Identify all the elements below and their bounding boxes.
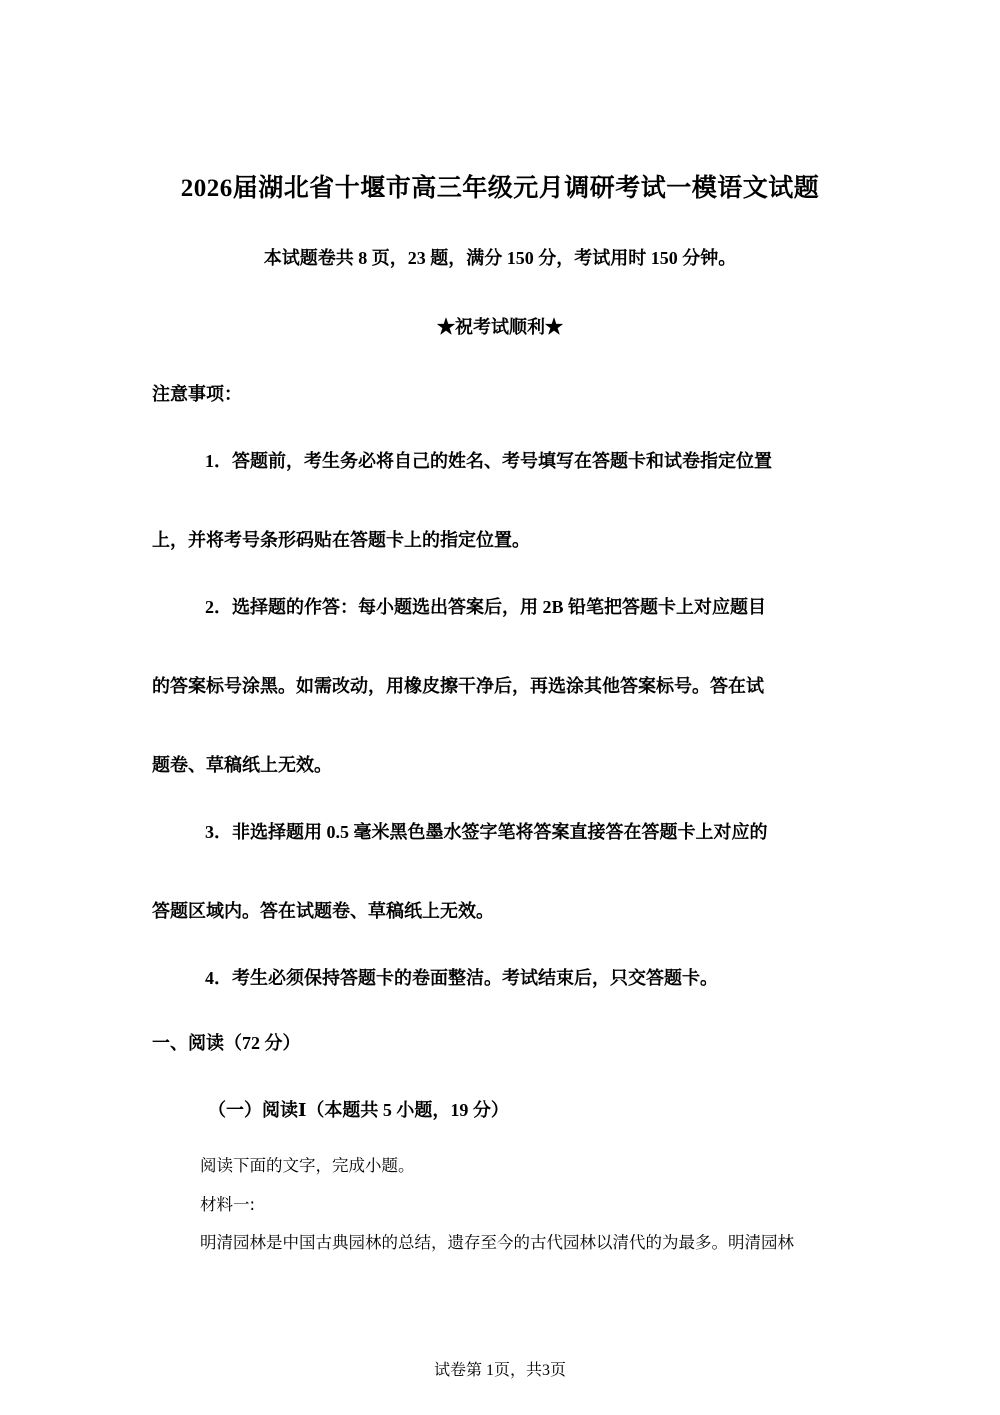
material-label: 材料一:	[200, 1195, 256, 1214]
section-heading: 一、阅读（72 分）	[152, 1033, 301, 1053]
good-luck-line: ★祝考试顺利★	[437, 317, 563, 337]
page-footer: 试卷第 1页，共3页	[433, 1362, 566, 1379]
notice-item-2-line-1: 2．选择题的作答：每小题选出答案后，用 2B 铅笔把答题卡上对应题目	[205, 597, 767, 617]
notice-item-4-line-1: 4．考生必须保持答题卡的卷面整洁。考试结束后，只交答题卡。	[205, 968, 718, 988]
material-text: 明清园林是中国古典园林的总结，遗存至今的古代园林以清代的为最多。明清园林	[200, 1233, 794, 1252]
notice-item-3-line-1: 3．非选择题用 0.5 毫米黑色墨水签字笔将答案直接答在答题卡上对应的	[205, 822, 768, 842]
notice-item-1-line-1: 1．答题前，考生务必将自己的姓名、考号填写在答题卡和试卷指定位置	[205, 451, 772, 471]
notice-item-3-line-2: 答题区域内。答在试题卷、草稿纸上无效。	[152, 901, 494, 921]
notice-heading: 注意事项：	[152, 384, 242, 404]
subsection-heading: （一）阅读Ⅰ（本题共 5 小题，19 分）	[208, 1100, 509, 1120]
document-title: 2026届湖北省十堰市高三年级元月调研考试一模语文试题	[180, 175, 820, 202]
reading-instruction: 阅读下面的文字，完成小题。	[200, 1156, 415, 1175]
notice-item-2-line-2: 的答案标号涂黑。如需改动，用橡皮擦干净后，再选涂其他答案标号。答在试	[152, 676, 764, 696]
notice-item-1-line-2: 上，并将考号条形码贴在答题卡上的指定位置。	[152, 530, 530, 550]
exam-info: 本试题卷共 8 页，23 题，满分 150 分，考试用时 150 分钟。	[263, 248, 737, 268]
notice-item-2-line-3: 题卷、草稿纸上无效。	[152, 755, 332, 775]
